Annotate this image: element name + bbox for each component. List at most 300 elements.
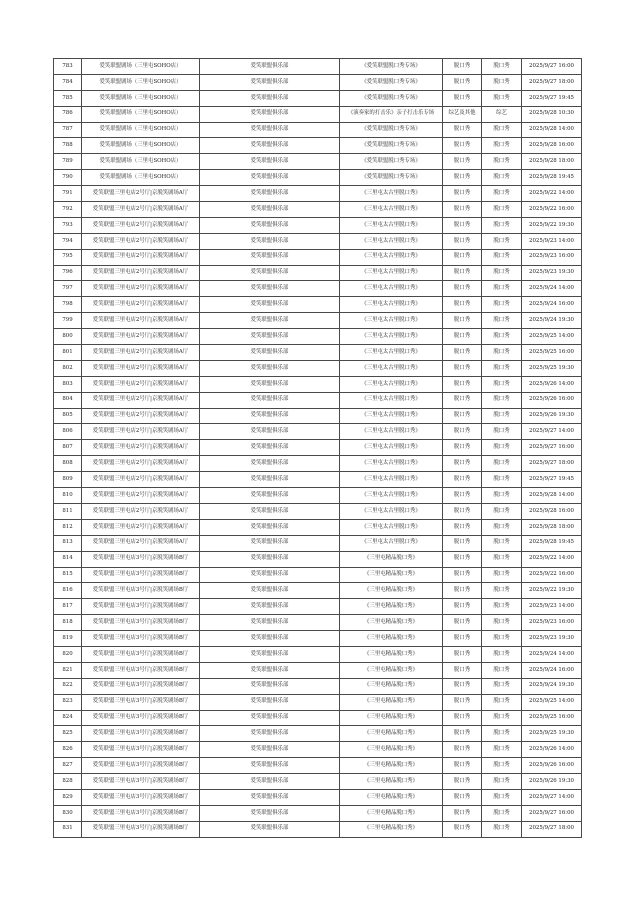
- venue-cell: 爱笑联盟三里屯店3号厅|京脱笑剧场B厅: [82, 742, 200, 758]
- subcategory-cell: 脱口秀: [482, 408, 522, 424]
- category-cell: 脱口秀: [443, 217, 482, 233]
- datetime-cell: 2025/9/28 19:45: [522, 535, 582, 551]
- category-cell: 脱口秀: [443, 678, 482, 694]
- category-cell: 脱口秀: [443, 726, 482, 742]
- venue-cell: 爱笑联盟三里屯店2号厅|京脱笑剧场A厅: [82, 503, 200, 519]
- program-title-cell: 《三里屯精品脱口秀》: [340, 710, 443, 726]
- subcategory-cell: 脱口秀: [482, 694, 522, 710]
- row-number-cell: 810: [54, 488, 82, 504]
- table-row: [54, 249, 582, 265]
- table-row: [54, 678, 582, 694]
- program-title-cell: 《三里屯太古里脱口秀》: [340, 535, 443, 551]
- organizer-cell: 爱笑联盟俱乐部: [200, 170, 340, 186]
- venue-cell: 爱笑联盟三里屯店2号厅|京脱笑剧场A厅: [82, 297, 200, 313]
- category-cell: 脱口秀: [443, 662, 482, 678]
- category-cell: 脱口秀: [443, 281, 482, 297]
- venue-cell: 爱笑联盟三里屯店2号厅|京脱笑剧场A厅: [82, 440, 200, 456]
- row-number-cell: 788: [54, 138, 82, 154]
- subcategory-cell: 脱口秀: [482, 345, 522, 361]
- table-row: [54, 345, 582, 361]
- program-title-cell: 《三里屯太古里脱口秀》: [340, 424, 443, 440]
- datetime-cell: 2025/9/27 16:00: [522, 805, 582, 821]
- table-row: [54, 583, 582, 599]
- category-cell: 脱口秀: [443, 805, 482, 821]
- row-number-cell: 826: [54, 742, 82, 758]
- subcategory-cell: 脱口秀: [482, 233, 522, 249]
- table-row: [54, 297, 582, 313]
- table-row: [54, 694, 582, 710]
- table-row: [54, 186, 582, 202]
- program-title-cell: 《三里屯太古里脱口秀》: [340, 265, 443, 281]
- venue-cell: 爱笑联盟三里屯店2号厅|京脱笑剧场A厅: [82, 488, 200, 504]
- program-title-cell: 《三里屯精品脱口秀》: [340, 789, 443, 805]
- row-number-cell: 812: [54, 519, 82, 535]
- row-number-cell: 799: [54, 313, 82, 329]
- program-title-cell: 《爱笑联盟脱口秀专场》: [340, 122, 443, 138]
- program-title-cell: 《三里屯精品脱口秀》: [340, 678, 443, 694]
- subcategory-cell: 脱口秀: [482, 281, 522, 297]
- program-title-cell: 《三里屯太古里脱口秀》: [340, 376, 443, 392]
- row-number-cell: 831: [54, 821, 82, 837]
- datetime-cell: 2025/9/28 18:00: [522, 519, 582, 535]
- organizer-cell: 爱笑联盟俱乐部: [200, 345, 340, 361]
- category-cell: 脱口秀: [443, 90, 482, 106]
- organizer-cell: 爱笑联盟俱乐部: [200, 202, 340, 218]
- subcategory-cell: 脱口秀: [482, 742, 522, 758]
- category-cell: 脱口秀: [443, 265, 482, 281]
- datetime-cell: 2025/9/27 16:00: [522, 440, 582, 456]
- category-cell: 脱口秀: [443, 567, 482, 583]
- program-title-cell: 《爱笑联盟脱口秀专场》: [340, 154, 443, 170]
- organizer-cell: 爱笑联盟俱乐部: [200, 313, 340, 329]
- venue-cell: 爱笑联盟三里屯店2号厅|京脱笑剧场A厅: [82, 345, 200, 361]
- venue-cell: 爱笑联盟剧场（三里屯SOHO店）: [82, 154, 200, 170]
- row-number-cell: 809: [54, 472, 82, 488]
- organizer-cell: 爱笑联盟俱乐部: [200, 805, 340, 821]
- subcategory-cell: 脱口秀: [482, 74, 522, 90]
- program-title-cell: 《三里屯精品脱口秀》: [340, 646, 443, 662]
- datetime-cell: 2025/9/27 14:00: [522, 424, 582, 440]
- organizer-cell: 爱笑联盟俱乐部: [200, 758, 340, 774]
- program-title-cell: 《三里屯太古里脱口秀》: [340, 408, 443, 424]
- organizer-cell: 爱笑联盟俱乐部: [200, 392, 340, 408]
- venue-cell: 爱笑联盟三里屯店2号厅|京脱笑剧场A厅: [82, 233, 200, 249]
- row-number-cell: 791: [54, 186, 82, 202]
- subcategory-cell: 脱口秀: [482, 503, 522, 519]
- venue-cell: 爱笑联盟三里屯店3号厅|京脱笑剧场B厅: [82, 710, 200, 726]
- venue-cell: 爱笑联盟三里屯店3号厅|京脱笑剧场B厅: [82, 631, 200, 647]
- datetime-cell: 2025/9/24 19:30: [522, 313, 582, 329]
- datetime-cell: 2025/9/25 19:30: [522, 360, 582, 376]
- category-cell: 脱口秀: [443, 694, 482, 710]
- organizer-cell: 爱笑联盟俱乐部: [200, 742, 340, 758]
- category-cell: 脱口秀: [443, 456, 482, 472]
- row-number-cell: 830: [54, 805, 82, 821]
- subcategory-cell: 脱口秀: [482, 376, 522, 392]
- program-title-cell: 《三里屯精品脱口秀》: [340, 758, 443, 774]
- table-row: [54, 154, 582, 170]
- table-row: [54, 821, 582, 837]
- datetime-cell: 2025/9/28 18:00: [522, 154, 582, 170]
- category-cell: 脱口秀: [443, 503, 482, 519]
- subcategory-cell: 脱口秀: [482, 662, 522, 678]
- program-title-cell: 《三里屯精品脱口秀》: [340, 726, 443, 742]
- subcategory-cell: 脱口秀: [482, 821, 522, 837]
- table-row: [54, 440, 582, 456]
- program-title-cell: 《三里屯精品脱口秀》: [340, 805, 443, 821]
- performance-schedule-table: [53, 58, 582, 838]
- datetime-cell: 2025/9/27 14:00: [522, 789, 582, 805]
- program-title-cell: 《三里屯精品脱口秀》: [340, 662, 443, 678]
- venue-cell: 爱笑联盟三里屯店2号厅|京脱笑剧场A厅: [82, 202, 200, 218]
- program-title-cell: 《三里屯太古里脱口秀》: [340, 488, 443, 504]
- program-title-cell: 《爱笑联盟脱口秀专场》: [340, 59, 443, 75]
- subcategory-cell: 脱口秀: [482, 646, 522, 662]
- table-row: [54, 360, 582, 376]
- subcategory-cell: 脱口秀: [482, 249, 522, 265]
- organizer-cell: 爱笑联盟俱乐部: [200, 615, 340, 631]
- datetime-cell: 2025/9/28 16:00: [522, 503, 582, 519]
- datetime-cell: 2025/9/26 19:30: [522, 774, 582, 790]
- row-number-cell: 821: [54, 662, 82, 678]
- datetime-cell: 2025/9/23 19:30: [522, 265, 582, 281]
- table-row: [54, 535, 582, 551]
- organizer-cell: 爱笑联盟俱乐部: [200, 821, 340, 837]
- table-row: [54, 217, 582, 233]
- program-title-cell: 《三里屯精品脱口秀》: [340, 551, 443, 567]
- datetime-cell: 2025/9/26 19:30: [522, 408, 582, 424]
- datetime-cell: 2025/9/28 16:00: [522, 138, 582, 154]
- venue-cell: 爱笑联盟三里屯店2号厅|京脱笑剧场A厅: [82, 519, 200, 535]
- row-number-cell: 796: [54, 265, 82, 281]
- table-row: [54, 615, 582, 631]
- table-row: [54, 503, 582, 519]
- category-cell: 脱口秀: [443, 488, 482, 504]
- venue-cell: 爱笑联盟三里屯店2号厅|京脱笑剧场A厅: [82, 408, 200, 424]
- venue-cell: 爱笑联盟三里屯店2号厅|京脱笑剧场A厅: [82, 376, 200, 392]
- venue-cell: 爱笑联盟三里屯店3号厅|京脱笑剧场B厅: [82, 726, 200, 742]
- row-number-cell: 798: [54, 297, 82, 313]
- table-row: [54, 329, 582, 345]
- row-number-cell: 789: [54, 154, 82, 170]
- row-number-cell: 801: [54, 345, 82, 361]
- datetime-cell: 2025/9/22 16:00: [522, 567, 582, 583]
- category-cell: 脱口秀: [443, 472, 482, 488]
- subcategory-cell: 脱口秀: [482, 551, 522, 567]
- organizer-cell: 爱笑联盟俱乐部: [200, 424, 340, 440]
- category-cell: 脱口秀: [443, 233, 482, 249]
- row-number-cell: 790: [54, 170, 82, 186]
- datetime-cell: 2025/9/24 16:00: [522, 662, 582, 678]
- venue-cell: 爱笑联盟剧场（三里屯SOHO店）: [82, 122, 200, 138]
- venue-cell: 爱笑联盟剧场（三里屯SOHO店）: [82, 90, 200, 106]
- datetime-cell: 2025/9/24 14:00: [522, 646, 582, 662]
- venue-cell: 爱笑联盟三里屯店2号厅|京脱笑剧场A厅: [82, 217, 200, 233]
- venue-cell: 爱笑联盟三里屯店2号厅|京脱笑剧场A厅: [82, 265, 200, 281]
- datetime-cell: 2025/9/26 14:00: [522, 376, 582, 392]
- program-title-cell: 《三里屯太古里脱口秀》: [340, 249, 443, 265]
- category-cell: 脱口秀: [443, 710, 482, 726]
- category-cell: 脱口秀: [443, 789, 482, 805]
- program-title-cell: 《爱笑联盟脱口秀专场》: [340, 170, 443, 186]
- organizer-cell: 爱笑联盟俱乐部: [200, 265, 340, 281]
- subcategory-cell: 脱口秀: [482, 758, 522, 774]
- organizer-cell: 爱笑联盟俱乐部: [200, 360, 340, 376]
- datetime-cell: 2025/9/22 14:00: [522, 186, 582, 202]
- organizer-cell: 爱笑联盟俱乐部: [200, 408, 340, 424]
- venue-cell: 爱笑联盟剧场（三里屯SOHO店）: [82, 170, 200, 186]
- category-cell: 脱口秀: [443, 631, 482, 647]
- organizer-cell: 爱笑联盟俱乐部: [200, 217, 340, 233]
- category-cell: 综艺及其他: [443, 106, 482, 122]
- venue-cell: 爱笑联盟三里屯店3号厅|京脱笑剧场B厅: [82, 678, 200, 694]
- row-number-cell: 828: [54, 774, 82, 790]
- table-row: [54, 424, 582, 440]
- datetime-cell: 2025/9/23 16:00: [522, 615, 582, 631]
- row-number-cell: 802: [54, 360, 82, 376]
- organizer-cell: 爱笑联盟俱乐部: [200, 551, 340, 567]
- program-title-cell: 《三里屯太古里脱口秀》: [340, 519, 443, 535]
- subcategory-cell: 脱口秀: [482, 726, 522, 742]
- subcategory-cell: 脱口秀: [482, 789, 522, 805]
- organizer-cell: 爱笑联盟俱乐部: [200, 90, 340, 106]
- organizer-cell: 爱笑联盟俱乐部: [200, 789, 340, 805]
- program-title-cell: 《三里屯精品脱口秀》: [340, 599, 443, 615]
- organizer-cell: 爱笑联盟俱乐部: [200, 599, 340, 615]
- organizer-cell: 爱笑联盟俱乐部: [200, 106, 340, 122]
- row-number-cell: 819: [54, 631, 82, 647]
- subcategory-cell: 脱口秀: [482, 615, 522, 631]
- program-title-cell: 《三里屯太古里脱口秀》: [340, 472, 443, 488]
- datetime-cell: 2025/9/27 18:00: [522, 74, 582, 90]
- venue-cell: 爱笑联盟三里屯店3号厅|京脱笑剧场B厅: [82, 567, 200, 583]
- subcategory-cell: 脱口秀: [482, 360, 522, 376]
- row-number-cell: 816: [54, 583, 82, 599]
- category-cell: 脱口秀: [443, 615, 482, 631]
- venue-cell: 爱笑联盟剧场（三里屯SOHO店）: [82, 59, 200, 75]
- subcategory-cell: 脱口秀: [482, 202, 522, 218]
- table-row: [54, 789, 582, 805]
- venue-cell: 爱笑联盟剧场（三里屯SOHO店）: [82, 106, 200, 122]
- table-row: [54, 170, 582, 186]
- organizer-cell: 爱笑联盟俱乐部: [200, 710, 340, 726]
- category-cell: 脱口秀: [443, 202, 482, 218]
- subcategory-cell: 脱口秀: [482, 313, 522, 329]
- program-title-cell: 《三里屯太古里脱口秀》: [340, 503, 443, 519]
- datetime-cell: 2025/9/24 16:00: [522, 297, 582, 313]
- datetime-cell: 2025/9/23 19:30: [522, 631, 582, 647]
- subcategory-cell: 脱口秀: [482, 265, 522, 281]
- row-number-cell: 811: [54, 503, 82, 519]
- venue-cell: 爱笑联盟三里屯店2号厅|京脱笑剧场A厅: [82, 535, 200, 551]
- row-number-cell: 794: [54, 233, 82, 249]
- organizer-cell: 爱笑联盟俱乐部: [200, 646, 340, 662]
- subcategory-cell: 脱口秀: [482, 678, 522, 694]
- row-number-cell: 795: [54, 249, 82, 265]
- datetime-cell: 2025/9/25 14:00: [522, 694, 582, 710]
- program-title-cell: 《三里屯太古里脱口秀》: [340, 281, 443, 297]
- datetime-cell: 2025/9/26 16:00: [522, 758, 582, 774]
- datetime-cell: 2025/9/27 19:45: [522, 90, 582, 106]
- organizer-cell: 爱笑联盟俱乐部: [200, 122, 340, 138]
- category-cell: 脱口秀: [443, 519, 482, 535]
- subcategory-cell: 脱口秀: [482, 170, 522, 186]
- datetime-cell: 2025/9/24 14:00: [522, 281, 582, 297]
- organizer-cell: 爱笑联盟俱乐部: [200, 662, 340, 678]
- row-number-cell: 813: [54, 535, 82, 551]
- table-row: [54, 519, 582, 535]
- category-cell: 脱口秀: [443, 249, 482, 265]
- category-cell: 脱口秀: [443, 551, 482, 567]
- organizer-cell: 爱笑联盟俱乐部: [200, 774, 340, 790]
- venue-cell: 爱笑联盟三里屯店2号厅|京脱笑剧场A厅: [82, 472, 200, 488]
- category-cell: 脱口秀: [443, 313, 482, 329]
- venue-cell: 爱笑联盟三里屯店3号厅|京脱笑剧场B厅: [82, 805, 200, 821]
- table-row: [54, 726, 582, 742]
- datetime-cell: 2025/9/23 14:00: [522, 233, 582, 249]
- subcategory-cell: 脱口秀: [482, 631, 522, 647]
- venue-cell: 爱笑联盟三里屯店2号厅|京脱笑剧场A厅: [82, 186, 200, 202]
- organizer-cell: 爱笑联盟俱乐部: [200, 535, 340, 551]
- subcategory-cell: 脱口秀: [482, 329, 522, 345]
- organizer-cell: 爱笑联盟俱乐部: [200, 583, 340, 599]
- table-row: [54, 742, 582, 758]
- table-row: [54, 456, 582, 472]
- category-cell: 脱口秀: [443, 774, 482, 790]
- program-title-cell: 《三里屯太古里脱口秀》: [340, 313, 443, 329]
- table-row: [54, 122, 582, 138]
- row-number-cell: 797: [54, 281, 82, 297]
- venue-cell: 爱笑联盟三里屯店3号厅|京脱笑剧场B厅: [82, 758, 200, 774]
- table-row: [54, 281, 582, 297]
- category-cell: 脱口秀: [443, 440, 482, 456]
- row-number-cell: 793: [54, 217, 82, 233]
- row-number-cell: 827: [54, 758, 82, 774]
- category-cell: 脱口秀: [443, 392, 482, 408]
- subcategory-cell: 脱口秀: [482, 583, 522, 599]
- program-title-cell: 《三里屯精品脱口秀》: [340, 774, 443, 790]
- program-title-cell: 《三里屯太古里脱口秀》: [340, 202, 443, 218]
- row-number-cell: 817: [54, 599, 82, 615]
- row-number-cell: 786: [54, 106, 82, 122]
- row-number-cell: 824: [54, 710, 82, 726]
- category-cell: 脱口秀: [443, 329, 482, 345]
- table-row: [54, 138, 582, 154]
- organizer-cell: 爱笑联盟俱乐部: [200, 329, 340, 345]
- venue-cell: 爱笑联盟三里屯店3号厅|京脱笑剧场B厅: [82, 774, 200, 790]
- venue-cell: 爱笑联盟剧场（三里屯SOHO店）: [82, 74, 200, 90]
- subcategory-cell: 脱口秀: [482, 424, 522, 440]
- organizer-cell: 爱笑联盟俱乐部: [200, 59, 340, 75]
- table-row: [54, 631, 582, 647]
- program-title-cell: 《三里屯精品脱口秀》: [340, 615, 443, 631]
- row-number-cell: 808: [54, 456, 82, 472]
- category-cell: 脱口秀: [443, 154, 482, 170]
- venue-cell: 爱笑联盟三里屯店3号厅|京脱笑剧场B厅: [82, 789, 200, 805]
- organizer-cell: 爱笑联盟俱乐部: [200, 138, 340, 154]
- datetime-cell: 2025/9/28 14:00: [522, 488, 582, 504]
- subcategory-cell: 脱口秀: [482, 122, 522, 138]
- table-row: [54, 202, 582, 218]
- row-number-cell: 807: [54, 440, 82, 456]
- category-cell: 脱口秀: [443, 59, 482, 75]
- venue-cell: 爱笑联盟三里屯店3号厅|京脱笑剧场B厅: [82, 551, 200, 567]
- venue-cell: 爱笑联盟三里屯店2号厅|京脱笑剧场A厅: [82, 360, 200, 376]
- category-cell: 脱口秀: [443, 74, 482, 90]
- datetime-cell: 2025/9/25 14:00: [522, 329, 582, 345]
- category-cell: 脱口秀: [443, 758, 482, 774]
- table-row: [54, 488, 582, 504]
- category-cell: 脱口秀: [443, 138, 482, 154]
- table-row: [54, 805, 582, 821]
- venue-cell: 爱笑联盟三里屯店3号厅|京脱笑剧场B厅: [82, 615, 200, 631]
- venue-cell: 爱笑联盟三里屯店2号厅|京脱笑剧场A厅: [82, 456, 200, 472]
- program-title-cell: 《三里屯精品脱口秀》: [340, 821, 443, 837]
- program-title-cell: 《三里屯精品脱口秀》: [340, 694, 443, 710]
- subcategory-cell: 脱口秀: [482, 90, 522, 106]
- datetime-cell: 2025/9/25 16:00: [522, 345, 582, 361]
- row-number-cell: 784: [54, 74, 82, 90]
- organizer-cell: 爱笑联盟俱乐部: [200, 488, 340, 504]
- row-number-cell: 803: [54, 376, 82, 392]
- program-title-cell: 《三里屯太古里脱口秀》: [340, 297, 443, 313]
- program-title-cell: 《三里屯精品脱口秀》: [340, 583, 443, 599]
- datetime-cell: 2025/9/22 16:00: [522, 202, 582, 218]
- subcategory-cell: 脱口秀: [482, 488, 522, 504]
- organizer-cell: 爱笑联盟俱乐部: [200, 726, 340, 742]
- table-row: [54, 233, 582, 249]
- row-number-cell: 818: [54, 615, 82, 631]
- subcategory-cell: 脱口秀: [482, 567, 522, 583]
- program-title-cell: 《爱笑联盟脱口秀专场》: [340, 74, 443, 90]
- datetime-cell: 2025/9/22 19:30: [522, 217, 582, 233]
- table-row: [54, 392, 582, 408]
- venue-cell: 爱笑联盟三里屯店3号厅|京脱笑剧场B厅: [82, 646, 200, 662]
- category-cell: 脱口秀: [443, 186, 482, 202]
- datetime-cell: 2025/9/28 10:30: [522, 106, 582, 122]
- row-number-cell: 814: [54, 551, 82, 567]
- row-number-cell: 805: [54, 408, 82, 424]
- organizer-cell: 爱笑联盟俱乐部: [200, 678, 340, 694]
- row-number-cell: 800: [54, 329, 82, 345]
- venue-cell: 爱笑联盟三里屯店2号厅|京脱笑剧场A厅: [82, 249, 200, 265]
- category-cell: 脱口秀: [443, 583, 482, 599]
- venue-cell: 爱笑联盟三里屯店3号厅|京脱笑剧场B厅: [82, 662, 200, 678]
- category-cell: 脱口秀: [443, 424, 482, 440]
- organizer-cell: 爱笑联盟俱乐部: [200, 186, 340, 202]
- datetime-cell: 2025/9/26 14:00: [522, 742, 582, 758]
- row-number-cell: 804: [54, 392, 82, 408]
- datetime-cell: 2025/9/22 19:30: [522, 583, 582, 599]
- organizer-cell: 爱笑联盟俱乐部: [200, 519, 340, 535]
- category-cell: 脱口秀: [443, 345, 482, 361]
- table-row: [54, 662, 582, 678]
- venue-cell: 爱笑联盟三里屯店3号厅|京脱笑剧场B厅: [82, 599, 200, 615]
- table-row: [54, 106, 582, 122]
- program-title-cell: 《三里屯太古里脱口秀》: [340, 345, 443, 361]
- venue-cell: 爱笑联盟三里屯店2号厅|京脱笑剧场A厅: [82, 281, 200, 297]
- subcategory-cell: 脱口秀: [482, 519, 522, 535]
- organizer-cell: 爱笑联盟俱乐部: [200, 694, 340, 710]
- row-number-cell: 787: [54, 122, 82, 138]
- organizer-cell: 爱笑联盟俱乐部: [200, 472, 340, 488]
- table-row: [54, 758, 582, 774]
- table-row: [54, 313, 582, 329]
- organizer-cell: 爱笑联盟俱乐部: [200, 567, 340, 583]
- table-row: [54, 710, 582, 726]
- program-title-cell: 《三里屯太古里脱口秀》: [340, 392, 443, 408]
- datetime-cell: 2025/9/27 18:00: [522, 456, 582, 472]
